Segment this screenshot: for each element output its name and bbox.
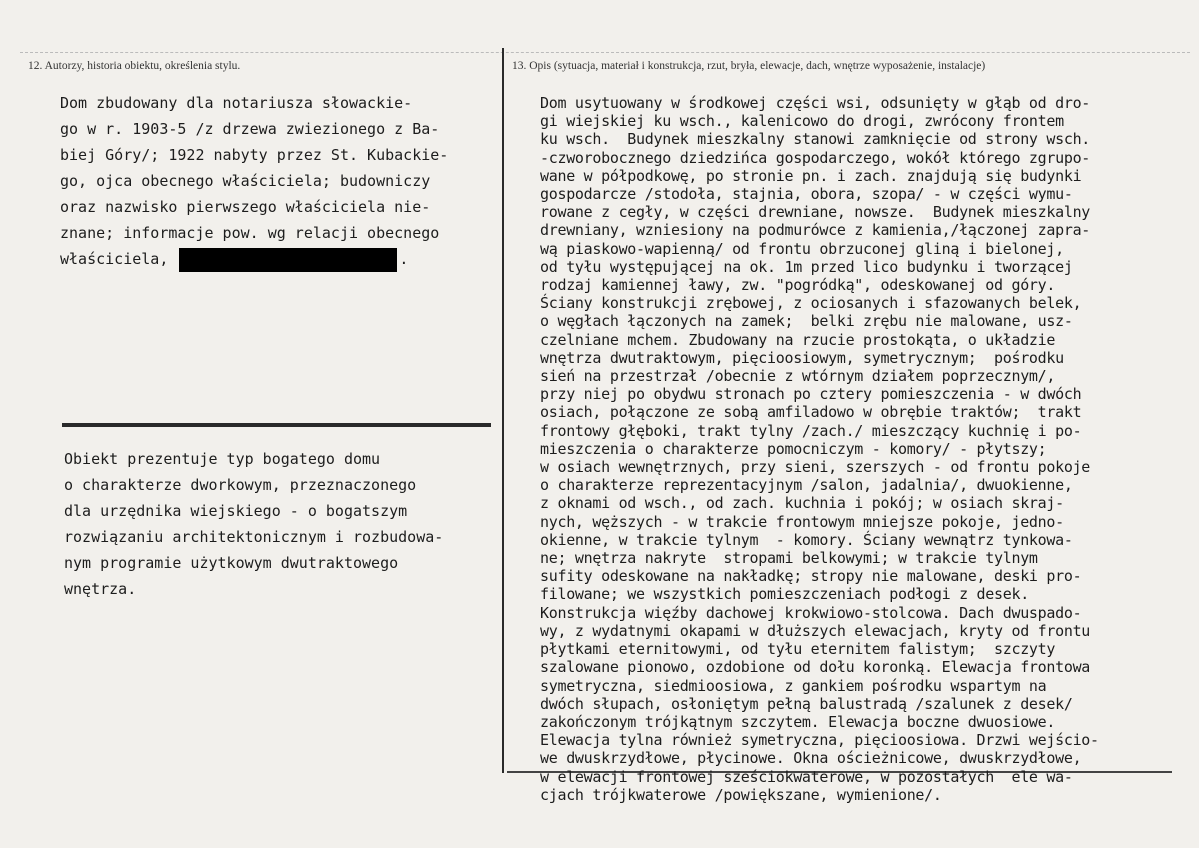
text-line: z oknami od wsch., od zach. kuchnia i pokój; w osiach skraj- [540,494,1064,513]
text-line: Obiekt prezentuje typ bogatego domu [64,450,381,468]
text-line: Ściany konstrukcji zrębowej, z ociosanych i sfazowanych belek, [540,294,1082,313]
text-line: frontowy głęboki, trakt tylny /zach./ mieszczący kuchnię i po- [540,421,1082,440]
text-line [60,246,448,272]
text-line: gi wiejskiej ku wsch., kalenicowo do drogi, zwrócony frontem [540,112,1064,131]
column-divider [502,48,504,773]
text-line: w elewacji frontowej sześciokwaterowe, w pozostałych ele wa- [540,767,1073,786]
text-line: przy niej po obydwu stronach po cztery pomieszczenia - w dwóch [540,385,1082,404]
text-line: we dwuskrzydłowe, płycinowe. Okna ościeżnicowe, dwuskrzydłowe, [540,749,1082,768]
text-line: nych, węższych - w trakcie frontowym mniejsze pokoje, jedno- [540,512,1064,531]
text-line: od tyłu występującej na ok. 1m przed lico budynku i tworzącej [540,257,1073,276]
section-13-label: 13. Opis (sytuacja, materiał i konstrukcja, rzut, bryła, elewacje, dach, wnętrze wyposażenie, instalacje) [512,60,986,72]
text-line: o charakterze reprezentacyjnym /salon, jadalnia/, dwuokienne, [540,476,1073,495]
text-line: płytkami eternitowymi, od tyłu eternitem falistym; szczyty [540,640,1056,659]
text-line: wy, z wydatnymi okapami w dłuższych elewacjach, kryty od frontu [540,621,1091,640]
history-text [60,90,448,272]
text-line: wnętrza dwutraktowym, pięcioosiowym, symetrycznym; pośrodku [540,348,1064,367]
text-line: ne; wnętrza nakryte stropami belkowymi; w trakcie tylnym [540,549,1038,568]
text-line: rodzaj kamiennej ławy, zw. "pogródką", odeskowanej od góry. [540,276,1056,295]
text-line: Dom usytuowany w środkowej części wsi, odsunięty w głąb od dro- [540,94,1091,112]
redaction-bar [179,248,397,272]
text-line: dla urzędnika wiejskiego - o bogatszym [64,502,408,520]
text-line: czelniane mchem. Zbudowany na rzucie prostokąta, o układzie [540,330,1056,349]
text-line: sień na przestrzał /obecnie z wtórnym działem poprzecznym/, [540,367,1056,386]
text-line: mieszczenia o charakterze pomocniczym - komory/ - płytszy; [540,439,1047,458]
text-line: symetryczna, siedmioosiowa, z gankiem pośrodku wspartym na [540,676,1047,695]
text-line: oraz nazwisko pierwszego właściciela nie- [60,198,431,216]
text-line: Elewacja tylna również symetryczna, pięcioosiowa. Drzwi wejścio- [540,731,1099,750]
text-line: gospodarcze /stodoła, stajnia, obora, szopa/ - w części wymu- [540,185,1073,204]
text-line: osiach, połączone ze sobą amfiladowo w obrębie traktów; trakt [540,403,1082,422]
text-line: nym programie użytkowym dwutraktowego [64,554,399,572]
text-fragment: właściciela, [60,250,169,268]
text-fragment: . [399,250,409,268]
text-line: szalowane pionowo, ozdobione od dołu koronką. Elewacja frontowa [540,658,1091,677]
style-text [64,446,443,602]
text-line: rozwiązaniu architektonicznym i rozbudowa- [64,528,444,546]
text-line: wane w półpodkowę, po stronie pn. i zach. znajdują się budynki [540,166,1082,185]
text-line: ku wsch. Budynek mieszkalny stanowi zamknięcie od strony wsch. [540,130,1091,149]
section-divider [62,423,491,427]
text-line: zakończonym trójkątnym szczytem. Elewacja boczne dwuosiowe. [540,712,1056,731]
text-line: go, ojca obecnego właściciela; budowniczy [60,172,431,190]
text-line: o węgłach łączonych na zamek; belki zrębu nie malowane, usz- [540,312,1073,331]
text-line: -czworobocznego dziedzińca gospodarczego, wokół którego zgrupo- [540,148,1091,167]
text-line: Konstrukcja więźby dachowej krokwiowo-stolcowa. Dach dwuspado- [540,603,1082,622]
text-line: go w r. 1903-5 /z drzewa zwiezionego z Ba- [60,120,440,138]
text-line: znane; informacje pow. wg relacji obecnego [60,224,440,242]
text-line: wą piaskowo-wapienną/ od frontu obrzuconej gliną i bielonej, [540,239,1064,258]
text-line: filowane; we wszystkich pomieszczeniach podłogi z desek. [540,585,1029,604]
section-12-label: 12. Autorzy, historia obiektu, określenia stylu. [28,60,241,72]
text-line: w osiach wewnętrznych, przy sieni, szerszych - od frontu pokoje [540,458,1091,477]
text-line: drewniany, wzniesiony na podmurówce z kamienia,/łączonej zapra- [540,221,1091,240]
text-line: Dom zbudowany dla notariusza słowackie- [60,94,413,112]
text-line: biej Góry/; 1922 nabyty przez St. Kubackie- [60,146,449,164]
text-line: okienne, w trakcie tylnym - komory. Ściany wewnątrz tynkowa- [540,530,1073,549]
text-line: wnętrza. [64,580,137,598]
text-line: cjach trójkwaterowe /powiększane, wymienione/. [540,785,942,804]
top-border-line [20,52,1190,54]
description-text [540,94,1195,804]
text-line: sufity odeskowane na nakładkę; stropy nie malowane, deski pro- [540,567,1082,586]
text-line: dwóch słupach, osłoniętym pełną balustradą /szalunek z desek/ [540,694,1073,713]
text-line: rowane z cegły, w części drewniane, nowsze. Budynek mieszkalny [540,203,1091,222]
text-line: o charakterze dworkowym, przeznaczonego [64,476,417,494]
